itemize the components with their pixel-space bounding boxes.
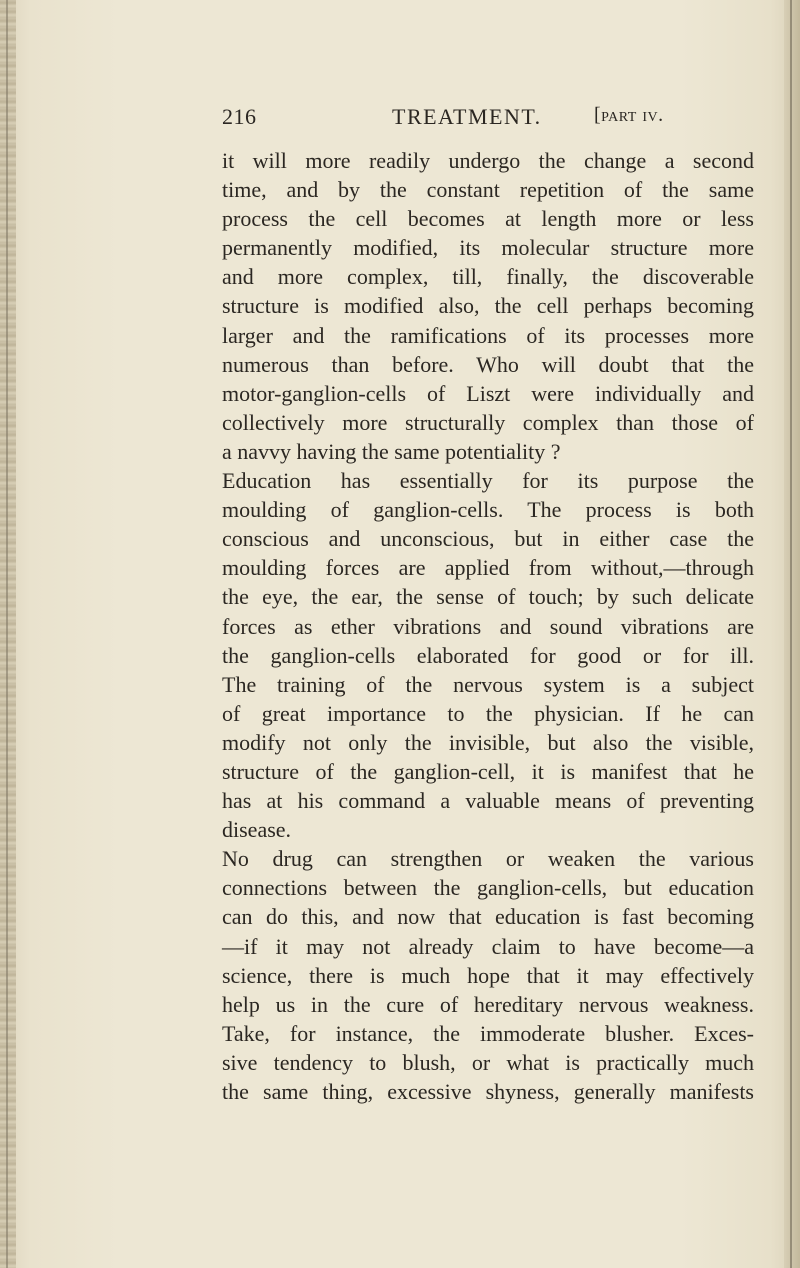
part-label: [part iv. xyxy=(594,104,664,126)
text-line: the ganglion-cells elaborated for good or for ill. xyxy=(222,642,754,668)
text-line: collectively more structurally complex than those of xyxy=(222,409,754,435)
text-line: and more complex, till, finally, the discoverable xyxy=(222,264,754,290)
text-line: modify not only the invisible, but also the visible, xyxy=(222,729,754,755)
text-line: it will more readily undergo the change a second xyxy=(222,148,754,173)
text-line: motor-ganglion-cells of Liszt were individually and xyxy=(222,380,754,406)
text-line: permanently modified, its molecular structure more xyxy=(222,235,754,261)
text-line: time, and by the constant repetition of the same xyxy=(222,177,754,203)
running-head: TREATMENT. xyxy=(392,104,542,129)
text-line: process the cell becomes at length more or less xyxy=(222,206,754,232)
text-line: Education has essentially for its purpose the xyxy=(222,468,754,494)
text-line: structure is modified also, the cell perhaps becoming xyxy=(222,293,754,319)
binding-edge xyxy=(0,0,16,1268)
fore-edge-line xyxy=(790,0,792,1268)
text-line: science, there is much hope that it may effectively xyxy=(222,962,754,988)
body-text xyxy=(222,146,754,1106)
text-line: No drug can strengthen or weaken the various xyxy=(222,846,754,872)
text-line: the eye, the ear, the sense of touch; by such delicate xyxy=(222,584,754,610)
page-fore-edge xyxy=(784,0,800,1268)
text-line: conscious and unconscious, but in either case the xyxy=(222,526,754,552)
text-line: can do this, and now that education is fast becoming xyxy=(222,904,754,930)
binding-shadow-line xyxy=(6,0,8,1268)
text-line: has at his command a valuable means of preventing xyxy=(222,788,754,814)
text-line: disease. xyxy=(222,817,292,843)
text-line: of great importance to the physician. If he can xyxy=(222,700,754,726)
text-line: Take, for instance, the immoderate blusher. Exces- xyxy=(222,1020,754,1046)
text-line: The training of the nervous system is a subject xyxy=(222,671,754,697)
text-line: moulding forces are applied from without,—through xyxy=(222,555,754,581)
text-line: —if it may not already claim to have become—a xyxy=(222,933,754,959)
text-line: moulding of ganglion-cells. The process is both xyxy=(222,497,754,523)
text-line: the same thing, excessive shyness, generally manifests xyxy=(222,1079,754,1104)
text-line: numerous than before. Who will doubt that the xyxy=(222,351,754,377)
text-line: larger and the ramifications of its processes more xyxy=(222,322,754,348)
text-line: structure of the ganglion-cell, it is manifest that he xyxy=(222,758,754,784)
text-line: forces as ether vibrations and sound vibrations are xyxy=(222,613,754,639)
text-line: a navvy having the same potentiality ? xyxy=(222,438,561,464)
text-line: sive tendency to blush, or what is practically much xyxy=(222,1049,754,1075)
text-line: connections between the ganglion-cells, but education xyxy=(222,875,754,901)
page-number: 216 xyxy=(222,104,257,129)
text-line: help us in the cure of hereditary nervous weakness. xyxy=(222,991,754,1017)
page-header xyxy=(222,104,762,134)
